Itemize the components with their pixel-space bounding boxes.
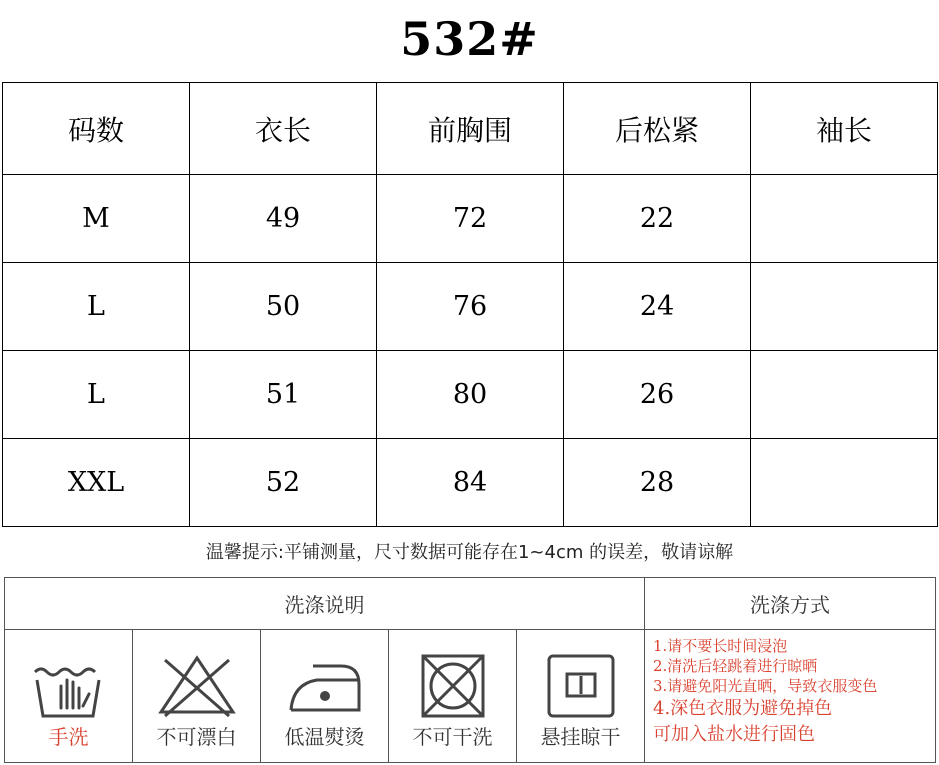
cell-waist: 28 <box>564 439 751 527</box>
table-header-row <box>3 83 938 175</box>
page-title: 532# <box>400 12 539 66</box>
cell-length: 52 <box>190 439 377 527</box>
care-label: 不可干洗 <box>412 725 493 749</box>
washing-instructions-list <box>653 636 931 748</box>
care-label: 悬挂晾干 <box>540 725 621 749</box>
no-dry-clean-icon <box>411 650 495 720</box>
cell-sleeve <box>751 439 938 527</box>
cell-waist: 22 <box>564 175 751 263</box>
cell-sleeve <box>751 175 938 263</box>
cell-sleeve <box>751 263 938 351</box>
header-chest: 前胸围 <box>377 83 564 175</box>
table-row <box>3 263 938 351</box>
instruction-item: 2.清洗后轻跳着进行晾晒 <box>653 657 818 675</box>
cell-size: L <box>3 263 190 351</box>
cell-chest: 84 <box>377 439 564 527</box>
care-item-low-iron <box>261 630 389 762</box>
care-item-no-dry-clean <box>389 630 517 762</box>
cell-size: M <box>3 175 190 263</box>
low-iron-icon <box>283 650 367 720</box>
table-row <box>3 439 938 527</box>
cell-chest: 80 <box>377 351 564 439</box>
cell-sleeve <box>751 351 938 439</box>
care-label: 手洗 <box>48 725 89 749</box>
care-icons-row <box>5 630 645 762</box>
cell-chest: 72 <box>377 175 564 263</box>
washing-method-header: 洗涤方式 <box>645 578 935 630</box>
care-label: 低温熨烫 <box>284 725 365 749</box>
care-item-hang-dry <box>517 630 644 762</box>
instruction-item: 3.请避免阳光直晒，导致衣服变色 <box>653 677 878 695</box>
care-label: 不可漂白 <box>156 725 237 749</box>
care-item-no-bleach <box>133 630 261 762</box>
cell-size: L <box>3 351 190 439</box>
instruction-item: 可加入盐水进行固色 <box>653 724 815 745</box>
washing-instructions-header: 洗涤说明 <box>5 578 645 630</box>
care-panel <box>4 577 936 763</box>
table-row <box>3 351 938 439</box>
cell-size: XXL <box>3 439 190 527</box>
instruction-item: 1.请不要长时间浸泡 <box>653 637 788 655</box>
cell-chest: 76 <box>377 263 564 351</box>
hand-wash-icon <box>27 650 111 720</box>
cell-length: 51 <box>190 351 377 439</box>
header-length: 衣长 <box>190 83 377 175</box>
table-row <box>3 175 938 263</box>
care-item-hand-wash <box>5 630 133 762</box>
cell-length: 49 <box>190 175 377 263</box>
header-size: 码数 <box>3 83 190 175</box>
header-sleeve: 袖长 <box>751 83 938 175</box>
size-table <box>2 82 938 527</box>
cell-length: 50 <box>190 263 377 351</box>
cell-waist: 26 <box>564 351 751 439</box>
measurement-note: 温馨提示:平铺测量，尺寸数据可能存在1~4cm 的误差，敬请谅解 <box>205 542 734 563</box>
header-waist: 后松紧 <box>564 83 751 175</box>
cell-waist: 24 <box>564 263 751 351</box>
no-bleach-icon <box>155 650 239 720</box>
instruction-item: 4.深色衣服为避免掉色 <box>653 698 833 719</box>
hang-dry-icon <box>539 650 623 720</box>
